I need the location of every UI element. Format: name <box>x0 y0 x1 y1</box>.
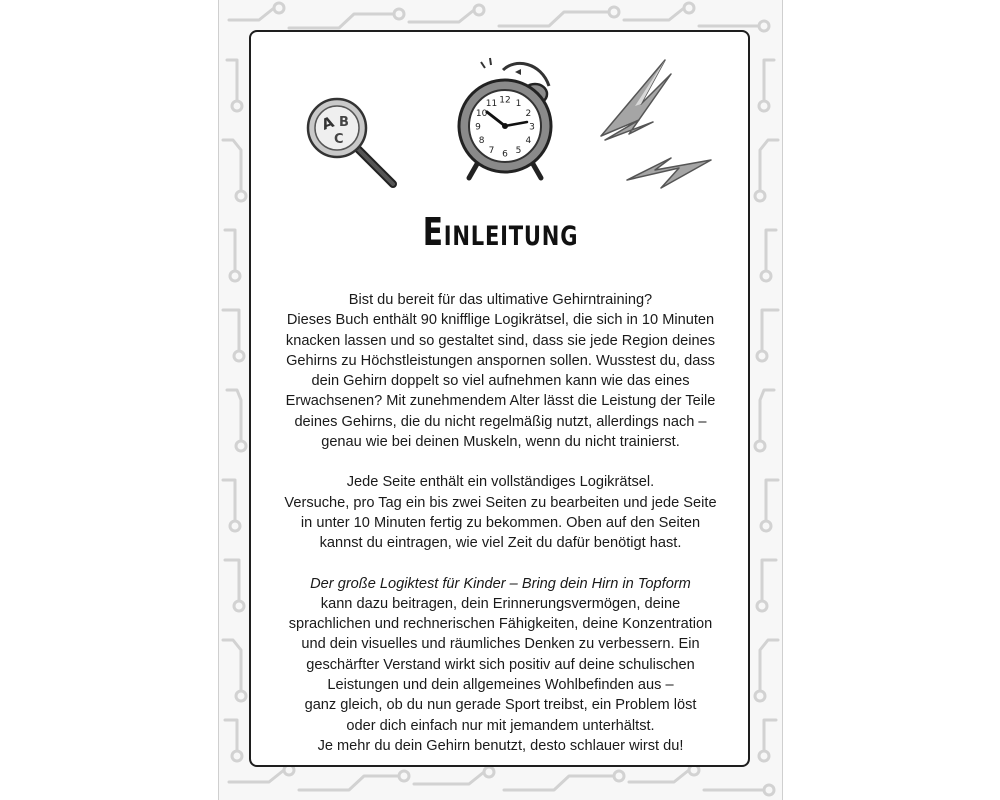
clock-number: 4 <box>525 136 532 146</box>
text-line: genau wie bei deinen Muskeln, wenn du nicht trainierst. <box>321 434 680 451</box>
clock-number: 6 <box>502 149 508 160</box>
clock-number: 1 <box>515 99 522 110</box>
text-line: sprachlichen und rechnerischen Fähigkeiten, deine Konzentration <box>288 616 713 633</box>
text-line: Leistungen und dein allgemeines Wohlbefinden aus – <box>327 677 674 694</box>
text-line: Erwachsenen? Mit zunehmendem Alter lässt die Leistung der Teile <box>285 393 716 410</box>
text-line: Versuche, pro Tag ein bis zwei Seiten zu bearbeiten und jede Seite <box>284 494 717 511</box>
text-line: Dieses Buch enthält 90 knifflige Logikrätsel, die sich in 10 Minuten <box>286 312 715 329</box>
text-line: Gehirns zu Höchstleistungen anspornen sollen. Wusstest du, dass <box>286 352 715 369</box>
text-line: kann dazu beitragen, dein Erinnerungsvermögen, deine <box>320 595 681 612</box>
text-line: in unter 10 Minuten fertig zu bekommen. Oben auf den Seiten <box>300 514 701 531</box>
paragraph-1 <box>267 290 734 452</box>
paragraph-2 <box>267 472 734 553</box>
clock-number: 8 <box>478 136 485 146</box>
text-line: Je mehr du dein Gehirn benutzt, desto schlauer wirst du! <box>317 737 684 754</box>
book-title: Der große Logiktest für Kinder – Bring dein Hirn in Topform <box>310 575 691 592</box>
clock-number: 2 <box>525 109 532 119</box>
clock-number: 3 <box>529 122 535 133</box>
text-line: ganz gleich, ob du nun gerade Sport treibst, ein Problem löst <box>304 697 697 714</box>
text-line: deines Gehirns, die du nicht regelmäßig nutzt, allerdings nach – <box>294 413 707 430</box>
book-page <box>218 0 783 800</box>
page-title: Einleitung <box>422 210 579 254</box>
text-line: knacken lassen und so gestaltet sind, dass sie jede Region deines <box>285 332 716 349</box>
text-line: oder dich einfach nur mit jemandem unterhältst. <box>346 717 655 734</box>
magnifying-glass-abc-icon <box>305 96 405 196</box>
lightning-bolt-icon <box>595 56 715 196</box>
clock-number: 7 <box>488 145 495 156</box>
magnifier-letter-b: B <box>339 115 349 130</box>
text-line: geschärfter Verstand wirkt sich positiv auf deine schulischen <box>306 656 695 673</box>
clock-number: 10 <box>475 109 488 119</box>
text-line: und dein visuelles und räumliches Denken zu verbessern. Ein <box>301 636 700 653</box>
text-line: kannst du eintragen, wie viel Zeit du dafür benötigt hast. <box>319 535 682 552</box>
alarm-clock-icon <box>445 56 575 186</box>
text-line: dein Gehirn doppelt so viel aufnehmen kann wie das eines <box>311 373 690 390</box>
text-line: Jede Seite enthält ein vollständiges Logikrätsel. <box>346 474 655 491</box>
text-line: Bist du bereit für das ultimative Gehirntraining? <box>348 292 653 308</box>
magnifier-letter-a: A <box>319 112 337 134</box>
clock-number: 12 <box>499 95 511 106</box>
clock-number: 5 <box>515 145 522 156</box>
paragraph-3 <box>267 574 734 757</box>
body-text <box>267 290 734 776</box>
clock-number: 9 <box>475 122 481 133</box>
clock-number: 11 <box>485 99 498 110</box>
magnifier-letter-c: C <box>334 132 344 147</box>
